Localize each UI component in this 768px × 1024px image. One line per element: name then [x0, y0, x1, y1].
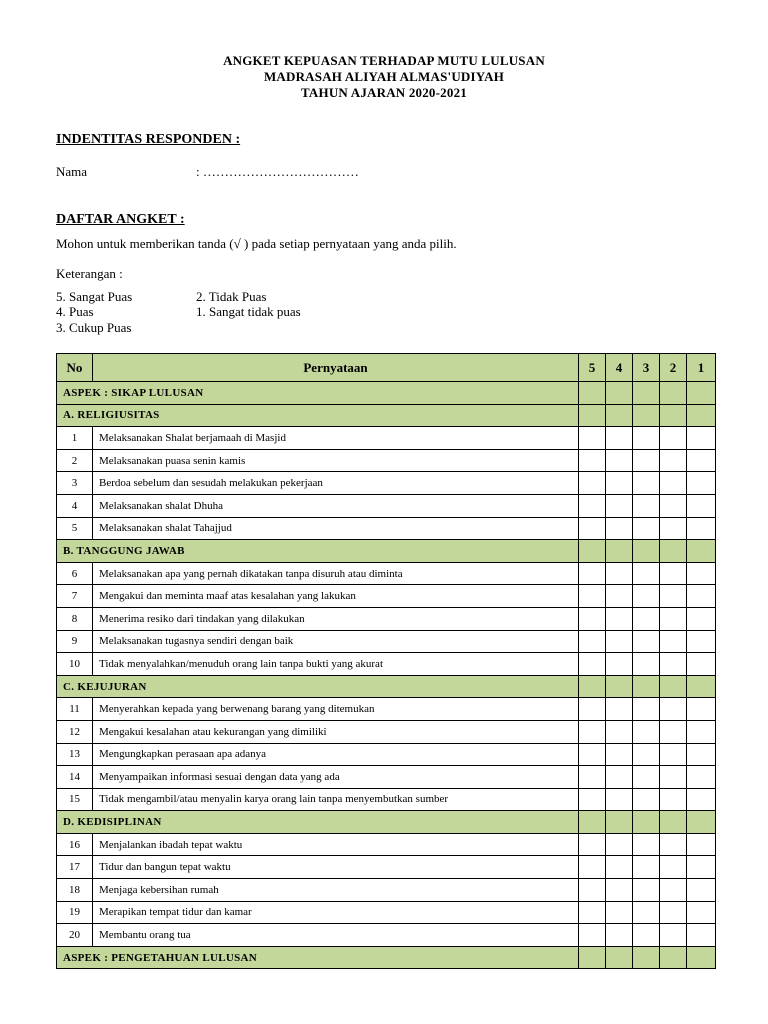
table-row — [57, 562, 716, 585]
row-number: 8 — [57, 607, 93, 630]
score-cell — [606, 811, 633, 834]
score-5-cell[interactable] — [579, 494, 606, 517]
score-1-cell[interactable] — [687, 653, 716, 676]
score-cell — [579, 946, 606, 969]
score-4-cell[interactable] — [606, 766, 633, 789]
score-cell — [579, 675, 606, 698]
table-row — [57, 585, 716, 608]
score-2-cell[interactable] — [660, 901, 687, 924]
score-2-cell[interactable] — [660, 720, 687, 743]
instruction-text: Mohon untuk memberikan tanda (√ ) pada setiap pernyataan yang anda pilih. — [56, 236, 457, 251]
row-statement: Melaksanakan puasa senin kamis — [93, 449, 579, 472]
score-2-cell[interactable] — [660, 607, 687, 630]
section-kejujuran-row — [57, 675, 716, 698]
row-statement: Menjaga kebersihan rumah — [93, 879, 579, 902]
table-row — [57, 924, 716, 947]
score-cell — [660, 675, 687, 698]
score-5-cell[interactable] — [579, 720, 606, 743]
score-3-cell[interactable] — [633, 472, 660, 495]
row-statement: Melaksanakan shalat Dhuha — [93, 494, 579, 517]
aspect-sikap-row — [57, 382, 716, 405]
row-number: 2 — [57, 449, 93, 472]
row-statement: Melaksanakan shalat Tahajjud — [93, 517, 579, 540]
score-cell — [660, 946, 687, 969]
score-1-cell[interactable] — [687, 517, 716, 540]
score-4-cell[interactable] — [606, 517, 633, 540]
score-cell — [660, 540, 687, 563]
row-statement: Melaksanakan apa yang pernah dikatakan tanpa disuruh atau diminta — [93, 562, 579, 585]
legend-5: 5. Sangat Puas — [56, 289, 133, 304]
score-4-cell[interactable] — [606, 720, 633, 743]
header-score-2: 2 — [660, 354, 687, 382]
score-1-cell[interactable] — [687, 924, 716, 947]
score-5-cell[interactable] — [579, 924, 606, 947]
table-row — [57, 743, 716, 766]
header-score-4: 4 — [606, 354, 633, 382]
score-3-cell[interactable] — [633, 494, 660, 517]
score-cell — [606, 946, 633, 969]
score-5-cell[interactable] — [579, 788, 606, 811]
name-field[interactable]: : ……………………………… — [196, 164, 359, 179]
score-2-cell[interactable] — [660, 698, 687, 721]
table-row — [57, 630, 716, 653]
legend-2: 2. Tidak Puas — [196, 289, 267, 304]
score-4-cell[interactable] — [606, 698, 633, 721]
score-3-cell[interactable] — [633, 788, 660, 811]
section-kedisiplinan-row-title: D. KEDISIPLINAN — [57, 811, 579, 834]
score-cell — [687, 811, 716, 834]
score-cell — [687, 675, 716, 698]
score-1-cell[interactable] — [687, 472, 716, 495]
doc-title-line2: MADRASAH ALIYAH ALMAS'UDIYAH — [263, 69, 505, 84]
score-1-cell[interactable] — [687, 743, 716, 766]
score-cell — [579, 404, 606, 427]
table-row — [57, 698, 716, 721]
row-number: 20 — [57, 924, 93, 947]
score-4-cell[interactable] — [606, 879, 633, 902]
row-statement: Tidak mengambil/atau menyalin karya orang lain tanpa menyembutkan sumber — [93, 788, 579, 811]
row-number: 3 — [57, 472, 93, 495]
score-cell — [633, 382, 660, 405]
score-3-cell[interactable] — [633, 879, 660, 902]
score-3-cell[interactable] — [633, 517, 660, 540]
identity-heading: INDENTITAS RESPONDEN : — [56, 132, 241, 147]
score-3-cell[interactable] — [633, 924, 660, 947]
table-row — [57, 653, 716, 676]
score-cell — [687, 382, 716, 405]
score-1-cell[interactable] — [687, 720, 716, 743]
score-2-cell[interactable] — [660, 427, 687, 450]
score-5-cell[interactable] — [579, 856, 606, 879]
table-row — [57, 856, 716, 879]
score-5-cell[interactable] — [579, 427, 606, 450]
score-1-cell[interactable] — [687, 788, 716, 811]
score-cell — [633, 404, 660, 427]
score-4-cell[interactable] — [606, 630, 633, 653]
score-cell — [579, 540, 606, 563]
header-no: No — [57, 354, 93, 382]
score-3-cell[interactable] — [633, 766, 660, 789]
row-number: 4 — [57, 494, 93, 517]
score-5-cell[interactable] — [579, 743, 606, 766]
score-5-cell[interactable] — [579, 562, 606, 585]
row-number: 9 — [57, 630, 93, 653]
score-5-cell[interactable] — [579, 630, 606, 653]
name-label: Nama — [56, 164, 88, 179]
score-cell — [633, 946, 660, 969]
score-cell — [606, 540, 633, 563]
row-number: 17 — [57, 856, 93, 879]
row-statement: Menjalankan ibadah tepat waktu — [93, 833, 579, 856]
score-5-cell[interactable] — [579, 472, 606, 495]
row-number: 6 — [57, 562, 93, 585]
row-statement: Melaksanakan tugasnya sendiri dengan baik — [93, 630, 579, 653]
row-statement: Mengakui kesalahan atau kekurangan yang dimiliki — [93, 720, 579, 743]
score-cell — [660, 404, 687, 427]
row-statement: Menyampaikan informasi sesuai dengan data yang ada — [93, 766, 579, 789]
questionnaire-table — [56, 353, 716, 969]
score-2-cell[interactable] — [660, 472, 687, 495]
score-5-cell[interactable] — [579, 833, 606, 856]
score-cell — [579, 811, 606, 834]
row-statement: Tidur dan bangun tepat waktu — [93, 856, 579, 879]
score-cell — [606, 382, 633, 405]
score-3-cell[interactable] — [633, 562, 660, 585]
row-statement: Membantu orang tua — [93, 924, 579, 947]
score-4-cell[interactable] — [606, 427, 633, 450]
table-row — [57, 607, 716, 630]
score-5-cell[interactable] — [579, 585, 606, 608]
table-row — [57, 427, 716, 450]
row-statement: Menerima resiko dari tindakan yang dilakukan — [93, 607, 579, 630]
score-cell — [606, 675, 633, 698]
score-2-cell[interactable] — [660, 517, 687, 540]
score-cell — [687, 946, 716, 969]
score-cell — [579, 382, 606, 405]
score-2-cell[interactable] — [660, 743, 687, 766]
row-number: 13 — [57, 743, 93, 766]
aspect-sikap-row-title: ASPEK : SIKAP LULUSAN — [57, 382, 579, 405]
score-1-cell[interactable] — [687, 856, 716, 879]
score-2-cell[interactable] — [660, 562, 687, 585]
score-cell — [660, 382, 687, 405]
score-1-cell[interactable] — [687, 901, 716, 924]
score-2-cell[interactable] — [660, 788, 687, 811]
legend-label: Keterangan : — [56, 266, 123, 281]
score-2-cell[interactable] — [660, 833, 687, 856]
score-3-cell[interactable] — [633, 653, 660, 676]
score-2-cell[interactable] — [660, 924, 687, 947]
score-4-cell[interactable] — [606, 856, 633, 879]
score-cell — [633, 540, 660, 563]
table-row — [57, 720, 716, 743]
score-2-cell[interactable] — [660, 494, 687, 517]
score-1-cell[interactable] — [687, 427, 716, 450]
score-1-cell[interactable] — [687, 630, 716, 653]
row-number: 19 — [57, 901, 93, 924]
score-4-cell[interactable] — [606, 494, 633, 517]
table-row — [57, 449, 716, 472]
score-3-cell[interactable] — [633, 427, 660, 450]
score-1-cell[interactable] — [687, 449, 716, 472]
score-1-cell[interactable] — [687, 585, 716, 608]
score-2-cell[interactable] — [660, 766, 687, 789]
score-5-cell[interactable] — [579, 607, 606, 630]
score-4-cell[interactable] — [606, 607, 633, 630]
score-5-cell[interactable] — [579, 449, 606, 472]
score-cell — [687, 404, 716, 427]
section-religiusitas-row — [57, 404, 716, 427]
score-1-cell[interactable] — [687, 494, 716, 517]
row-number: 7 — [57, 585, 93, 608]
score-3-cell[interactable] — [633, 630, 660, 653]
score-1-cell[interactable] — [687, 879, 716, 902]
score-5-cell[interactable] — [579, 698, 606, 721]
row-statement: Mengakui dan meminta maaf atas kesalahan yang lakukan — [93, 585, 579, 608]
score-4-cell[interactable] — [606, 788, 633, 811]
score-4-cell[interactable] — [606, 562, 633, 585]
score-1-cell[interactable] — [687, 833, 716, 856]
score-2-cell[interactable] — [660, 856, 687, 879]
score-5-cell[interactable] — [579, 879, 606, 902]
table-header-row — [57, 354, 716, 382]
table-row — [57, 788, 716, 811]
row-statement: Mengungkapkan perasaan apa adanya — [93, 743, 579, 766]
section-tanggung-jawab-row-title: B. TANGGUNG JAWAB — [57, 540, 579, 563]
score-2-cell[interactable] — [660, 630, 687, 653]
score-cell — [633, 675, 660, 698]
score-3-cell[interactable] — [633, 901, 660, 924]
section-kejujuran-row-title: C. KEJUJURAN — [57, 675, 579, 698]
legend-4: 4. Puas — [56, 304, 94, 319]
score-4-cell[interactable] — [606, 833, 633, 856]
legend-1: 1. Sangat tidak puas — [196, 304, 301, 319]
section-kedisiplinan-row — [57, 811, 716, 834]
header-statement: Pernyataan — [93, 354, 579, 382]
row-number: 10 — [57, 653, 93, 676]
row-number: 11 — [57, 698, 93, 721]
score-4-cell[interactable] — [606, 585, 633, 608]
row-statement: Merapikan tempat tidur dan kamar — [93, 901, 579, 924]
row-number: 5 — [57, 517, 93, 540]
score-5-cell[interactable] — [579, 517, 606, 540]
row-number: 16 — [57, 833, 93, 856]
score-4-cell[interactable] — [606, 653, 633, 676]
score-2-cell[interactable] — [660, 449, 687, 472]
score-5-cell[interactable] — [579, 653, 606, 676]
table-row — [57, 879, 716, 902]
table-row — [57, 472, 716, 495]
doc-title-line1: ANGKET KEPUASAN TERHADAP MUTU LULUSAN — [223, 53, 545, 68]
score-4-cell[interactable] — [606, 743, 633, 766]
row-statement: Berdoa sebelum dan sesudah melakukan pekerjaan — [93, 472, 579, 495]
score-3-cell[interactable] — [633, 743, 660, 766]
score-3-cell[interactable] — [633, 607, 660, 630]
row-number: 18 — [57, 879, 93, 902]
header-score-3: 3 — [633, 354, 660, 382]
header-score-5: 5 — [579, 354, 606, 382]
row-number: 12 — [57, 720, 93, 743]
score-1-cell[interactable] — [687, 607, 716, 630]
score-3-cell[interactable] — [633, 585, 660, 608]
row-statement: Tidak menyalahkan/menuduh orang lain tanpa bukti yang akurat — [93, 653, 579, 676]
score-5-cell[interactable] — [579, 766, 606, 789]
score-2-cell[interactable] — [660, 585, 687, 608]
score-cell — [660, 811, 687, 834]
section-tanggung-jawab-row — [57, 540, 716, 563]
table-row — [57, 901, 716, 924]
aspect-pengetahuan-row — [57, 946, 716, 969]
score-3-cell[interactable] — [633, 720, 660, 743]
score-2-cell[interactable] — [660, 879, 687, 902]
score-4-cell[interactable] — [606, 924, 633, 947]
score-4-cell[interactable] — [606, 901, 633, 924]
legend-3: 3. Cukup Puas — [56, 320, 132, 335]
score-3-cell[interactable] — [633, 856, 660, 879]
row-number: 14 — [57, 766, 93, 789]
score-3-cell[interactable] — [633, 698, 660, 721]
score-1-cell[interactable] — [687, 766, 716, 789]
score-1-cell[interactable] — [687, 562, 716, 585]
score-1-cell[interactable] — [687, 698, 716, 721]
section-religiusitas-row-title: A. RELIGIUSITAS — [57, 404, 579, 427]
score-5-cell[interactable] — [579, 901, 606, 924]
score-4-cell[interactable] — [606, 449, 633, 472]
aspect-pengetahuan-row-title: ASPEK : PENGETAHUAN LULUSAN — [57, 946, 579, 969]
score-3-cell[interactable] — [633, 449, 660, 472]
score-cell — [633, 811, 660, 834]
table-row — [57, 833, 716, 856]
table-row — [57, 517, 716, 540]
row-statement: Melaksanakan Shalat berjamaah di Masjid — [93, 427, 579, 450]
table-row — [57, 766, 716, 789]
score-4-cell[interactable] — [606, 472, 633, 495]
row-statement: Menyerahkan kepada yang berwenang barang yang ditemukan — [93, 698, 579, 721]
row-number: 15 — [57, 788, 93, 811]
score-cell — [687, 540, 716, 563]
doc-title-line3: TAHUN AJARAN 2020-2021 — [301, 85, 467, 100]
score-cell — [606, 404, 633, 427]
survey-heading: DAFTAR ANGKET : — [56, 212, 185, 227]
header-score-1: 1 — [687, 354, 716, 382]
score-2-cell[interactable] — [660, 653, 687, 676]
row-number: 1 — [57, 427, 93, 450]
table-row — [57, 494, 716, 517]
score-3-cell[interactable] — [633, 833, 660, 856]
